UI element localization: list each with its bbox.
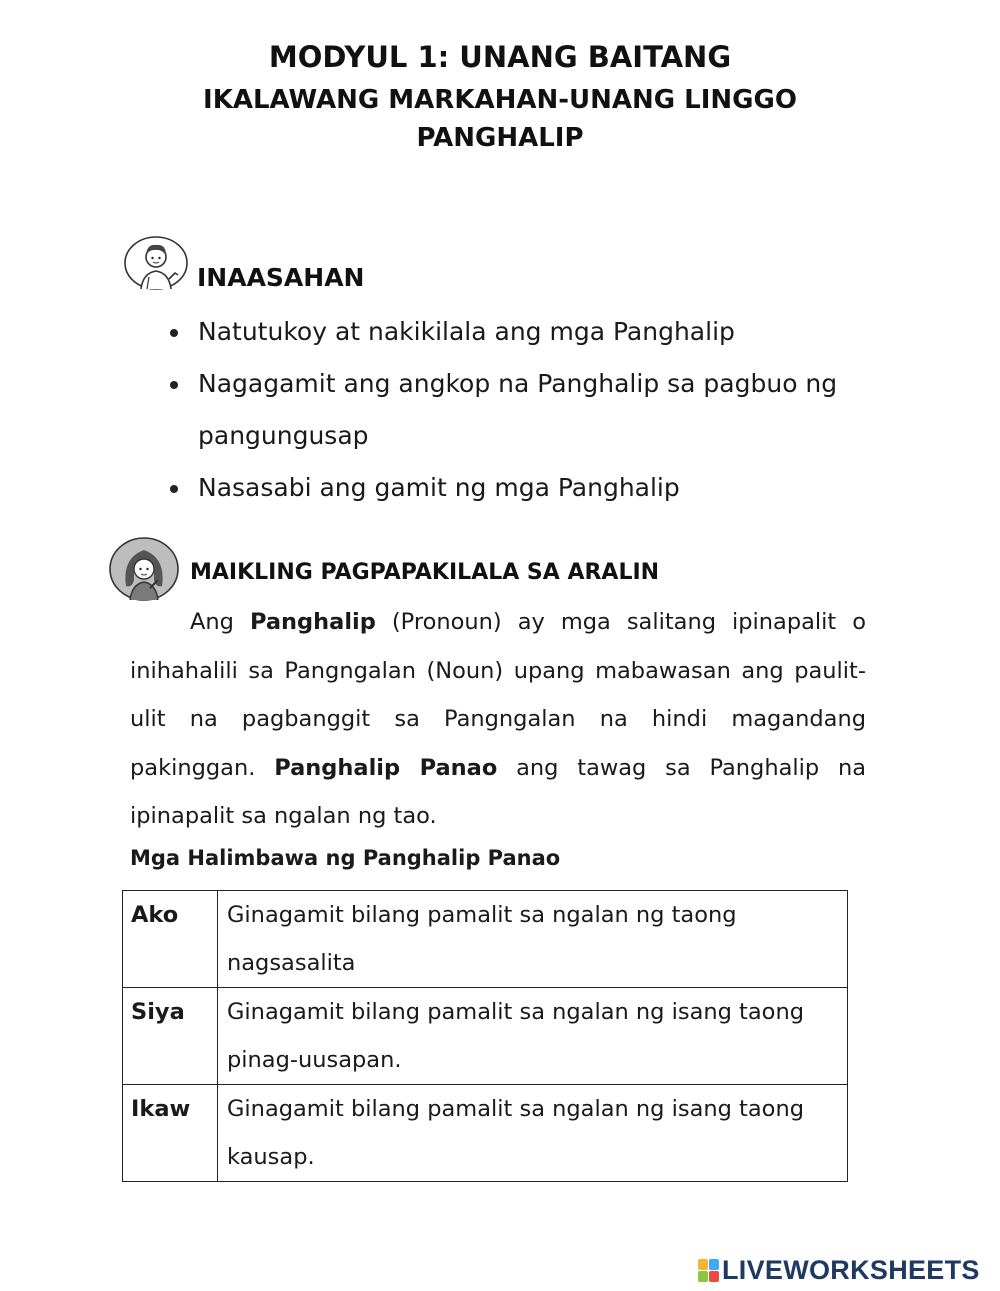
description-cell: Ginagamit bilang pamalit sa ngalan ng isang taong kausap. <box>218 1085 848 1182</box>
pronoun-cell: Ako <box>123 891 218 988</box>
description-cell: Ginagamit bilang pamalit sa ngalan ng taong nagsasalita <box>218 891 848 988</box>
pronoun-cell: Ikaw <box>123 1085 218 1182</box>
bullet-icon <box>170 485 178 493</box>
term-panghalip-panao: Panghalip Panao <box>274 754 498 781</box>
page-topic: PANGHALIP <box>416 123 584 153</box>
logo-blocks-icon <box>698 1259 718 1281</box>
bullet-icon <box>170 381 178 389</box>
list-item: Natutukoy at nakikilala ang mga Panghalip <box>163 306 953 358</box>
liveworksheets-logo <box>698 1253 980 1287</box>
intro-paragraph: Ang Panghalip (Pronoun) ay mga salitang ipinapalit o inihahalili sa Pangngalan (Noun) upang mabawasan ang paulit-ulit na pagbanggit sa Pangngalan na hindi magandang pakinggan. Panghalip Panao ang tawag sa Panghalip na ipinapalit sa ngalan ng tao. <box>130 609 867 829</box>
intro-heading: MAIKLING PAGPAPAKILALA SA ARALIN <box>190 560 660 585</box>
page-title: MODYUL 1: UNANG BAITANG <box>268 40 732 74</box>
examples-table <box>122 890 848 1182</box>
list-item: Nagagamit ang angkop na Panghalip sa pagbuo ng pangungusap <box>163 358 953 462</box>
examples-title: Mga Halimbawa ng Panghalip Panao <box>130 846 561 870</box>
logo-text: LIVEWORKSHEETS <box>722 1254 980 1285</box>
table-row <box>123 891 848 988</box>
bullet-icon <box>170 329 178 337</box>
table-row <box>123 1085 848 1182</box>
teacher-girl-icon <box>108 536 180 602</box>
list-item: Nasasabi ang gamit ng mga Panghalip <box>163 462 953 514</box>
term-panghalip: Panghalip <box>249 609 376 635</box>
student-boy-icon <box>123 233 189 291</box>
table-row <box>123 988 848 1085</box>
pronoun-cell: Siya <box>123 988 218 1085</box>
page-subtitle: IKALAWANG MARKAHAN-UNANG LINGGO <box>203 85 797 115</box>
inaasahan-heading: INAASAHAN <box>197 263 365 292</box>
description-cell: Ginagamit bilang pamalit sa ngalan ng isang taong pinag-uusapan. <box>218 988 848 1085</box>
objectives-list <box>163 306 953 514</box>
